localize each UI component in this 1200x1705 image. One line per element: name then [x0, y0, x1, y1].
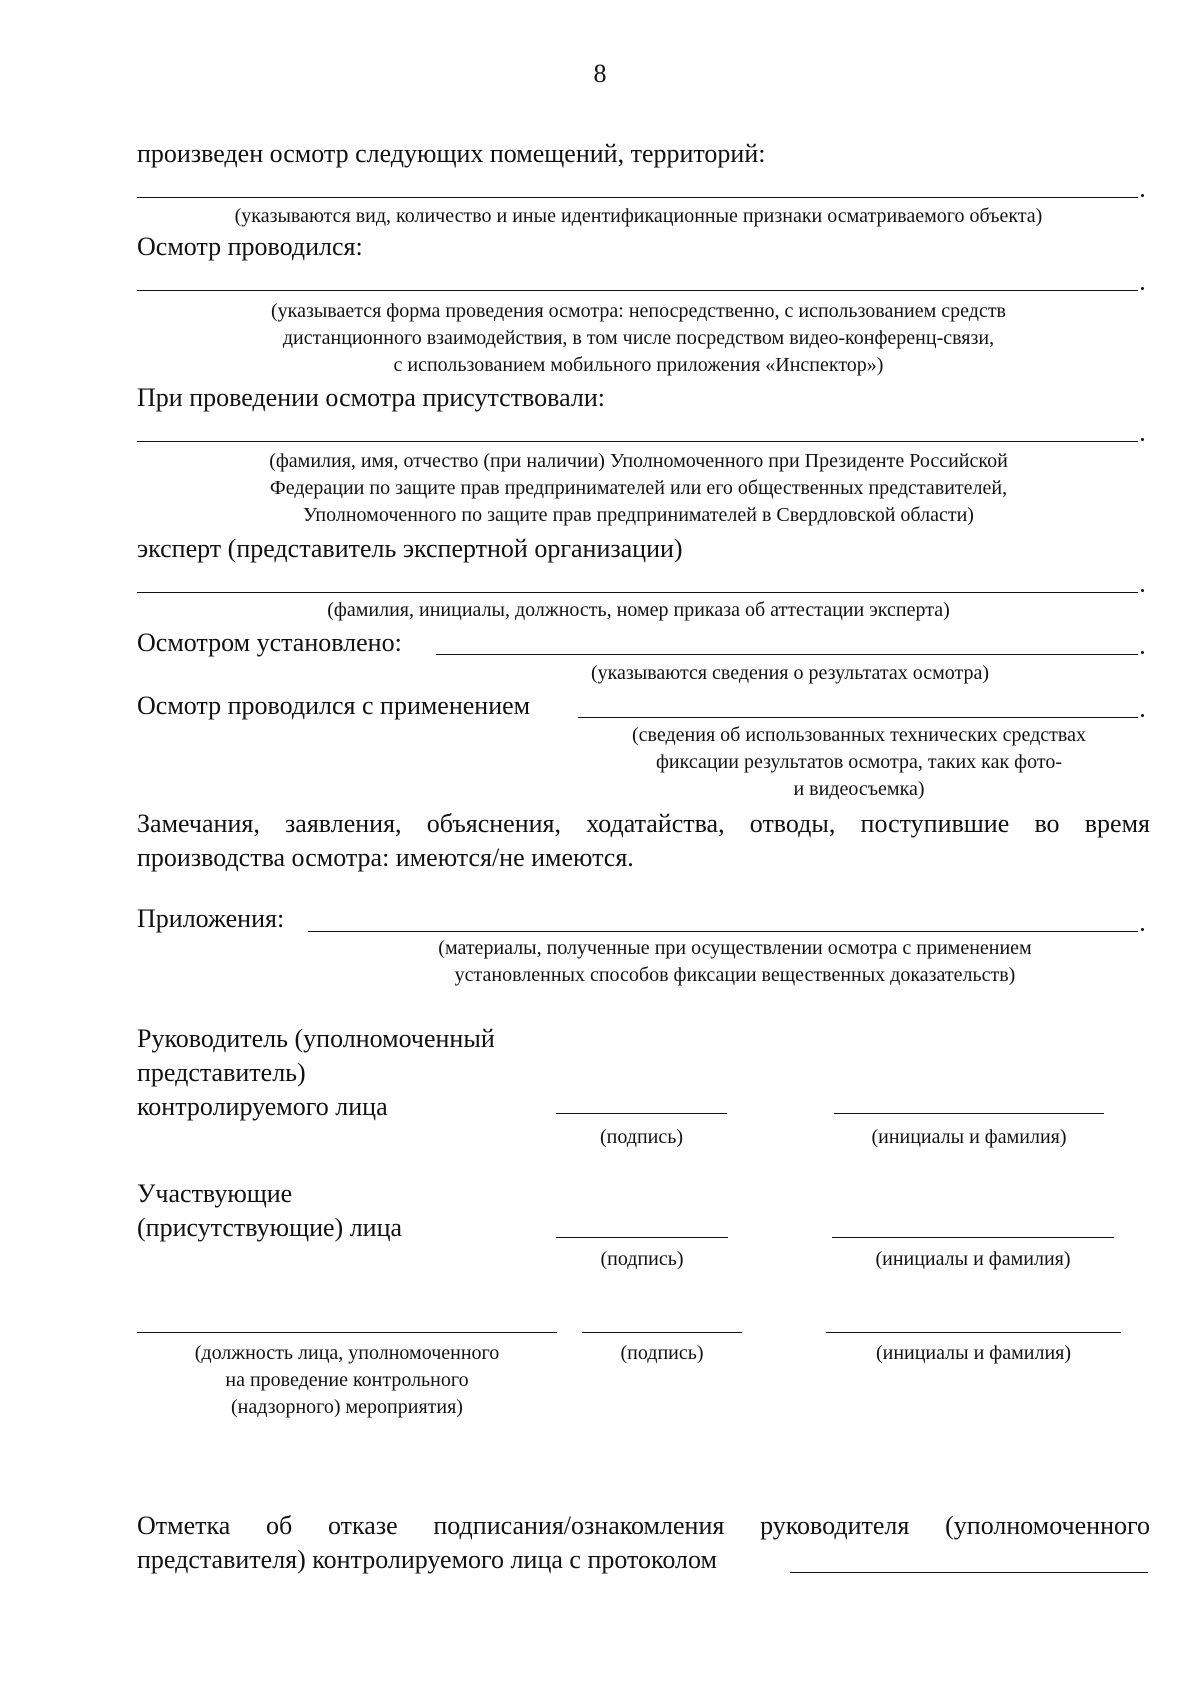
line-end-dot — [1141, 928, 1144, 931]
attendees-hint: (фамилия, имя, отчество (при наличии) Уполномоченного при Президенте Российской Федерации по защите прав предпринимателей или его общественных представителей, Уполномоченного по защите прав предпринимателей в Свердловской области) — [269, 450, 1008, 526]
refusal-line-2: представителя) контролируемого лица с протоколом — [137, 1545, 717, 1574]
line-end-dot — [1141, 287, 1144, 290]
findings-hint: (указываются сведения о результатах осмотра) — [590, 662, 990, 684]
head-name-line[interactable] — [834, 1113, 1104, 1114]
tools-hint: (сведения об использованных технических средствах фиксации результатов осмотра, таких как фото- и видеосъемка) — [632, 724, 1086, 800]
remarks-line-2: производства осмотра: имеются/не имеются. — [137, 843, 634, 872]
head-signature-hint: (подпись) — [599, 1126, 684, 1148]
official-signature-line[interactable] — [582, 1332, 742, 1333]
expert-heading: эксперт (представитель экспертной организации) — [137, 534, 683, 563]
inspected-premises-heading: произведен осмотр следующих помещений, территорий: — [137, 139, 766, 168]
attachments-label: Приложения: — [137, 904, 285, 933]
refusal-line[interactable] — [790, 1572, 1148, 1573]
line-end-dot — [1141, 651, 1144, 654]
participants-signature-hint: (подпись) — [600, 1248, 684, 1270]
attachments-line[interactable] — [308, 931, 1138, 932]
page-number: 8 — [593, 59, 607, 88]
tools-line[interactable] — [578, 717, 1138, 718]
refusal-line-1: Отметка об отказе подписания/ознакомления руководителя (уполномоченного — [137, 1511, 1150, 1540]
official-position-hint: (должность лица, уполномоченного на проведение контрольного (надзорного) мероприятия) — [194, 1342, 500, 1418]
participants-name-hint: (инициалы и фамилия) — [875, 1248, 1071, 1270]
inspected-premises-line[interactable] — [137, 197, 1138, 198]
participants-signature-line[interactable] — [556, 1237, 728, 1238]
inspection-form-heading: Осмотр проводился: — [137, 232, 363, 261]
official-name-hint: (инициалы и фамилия) — [875, 1342, 1072, 1364]
remarks-line-1: Замечания, заявления, объяснения, ходатайства, отводы, поступившие во время — [137, 809, 1150, 838]
attendees-heading: При проведении осмотра присутствовали: — [137, 383, 605, 412]
tools-label: Осмотр проводился с применением — [137, 691, 531, 720]
head-representative-label: Руководитель (уполномоченный представитель) контролируемого лица — [137, 1024, 495, 1121]
line-end-dot — [1141, 194, 1144, 197]
participants-name-line[interactable] — [832, 1237, 1114, 1238]
findings-label: Осмотром установлено: — [137, 628, 402, 657]
inspection-form-line[interactable] — [137, 290, 1138, 291]
inspected-premises-hint: (указываются вид, количество и иные идентификационные признаки осматриваемого объекта) — [234, 205, 1043, 227]
attendees-line[interactable] — [137, 441, 1138, 442]
participants-label: Участвующие (присутствующие) лица — [137, 1179, 403, 1242]
expert-line[interactable] — [137, 592, 1138, 593]
line-end-dot — [1141, 438, 1144, 441]
head-name-hint: (инициалы и фамилия) — [871, 1126, 1067, 1148]
official-name-line[interactable] — [826, 1332, 1121, 1333]
official-signature-hint: (подпись) — [620, 1342, 704, 1364]
line-end-dot — [1141, 589, 1144, 592]
findings-line[interactable] — [436, 654, 1138, 655]
attachments-hint: (материалы, полученные при осуществлении осмотра с применением установленных способов фиксации вещественных доказательств) — [438, 937, 1032, 986]
inspection-form-hint: (указывается форма проведения осмотра: непосредственно, с использованием средств дистанционного взаимодействия, в том числе посредством видео-конференц-связи, с использованием мобильного приложения «Инспектор») — [271, 300, 1006, 376]
line-end-dot — [1141, 714, 1144, 717]
official-position-line[interactable] — [137, 1332, 557, 1333]
expert-hint: (фамилия, инициалы, должность, номер приказа об аттестации эксперта) — [327, 599, 950, 621]
head-signature-line[interactable] — [556, 1113, 727, 1114]
